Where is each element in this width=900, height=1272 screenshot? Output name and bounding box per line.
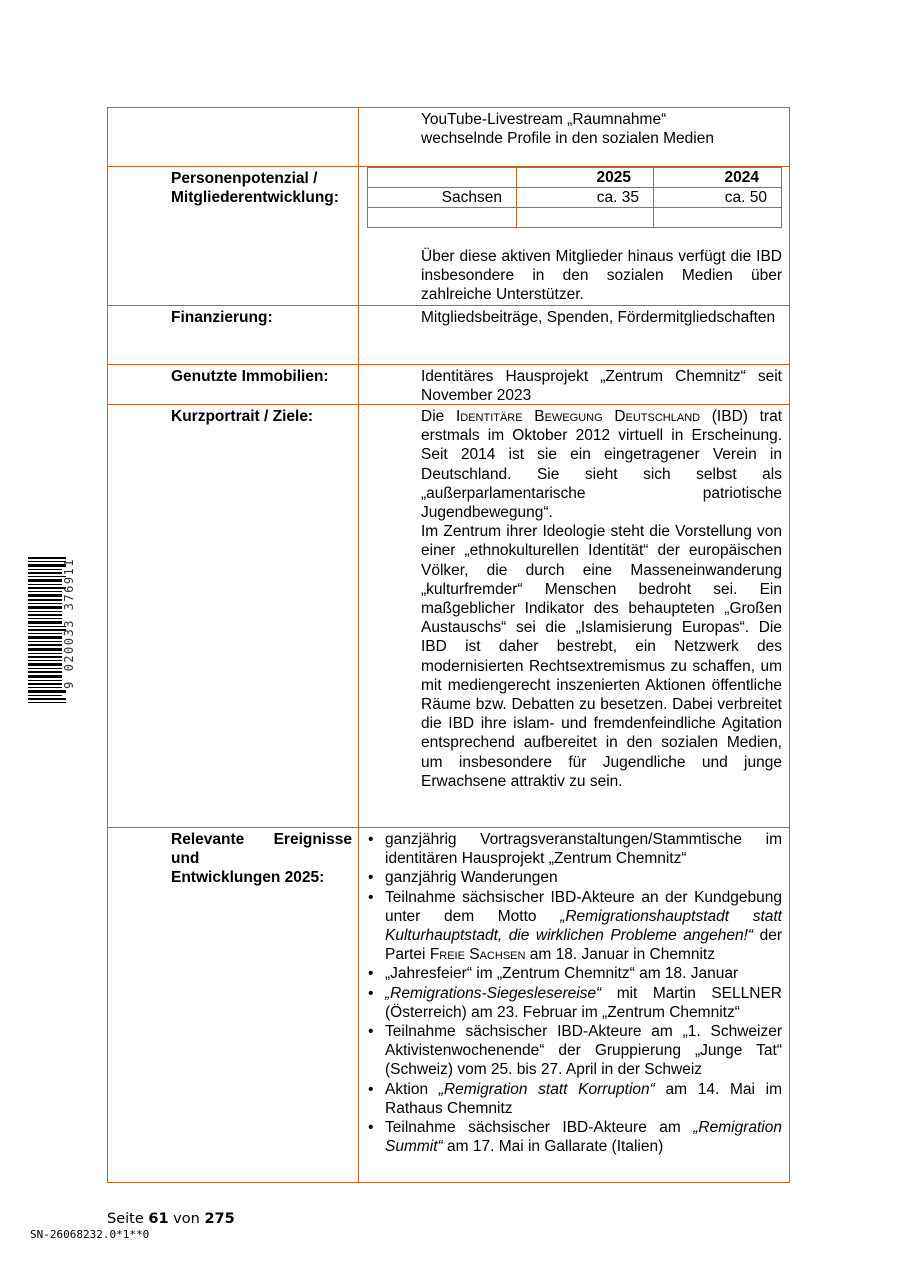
label-line: Relevante Ereignisse und xyxy=(171,831,352,867)
row-content xyxy=(359,405,789,827)
table-row xyxy=(368,208,782,228)
table-header-row xyxy=(368,168,782,188)
table-row xyxy=(108,404,789,827)
text-span: (IBD) trat erstmals im Oktober 2012 virtuell in Erscheinung. Seit 2014 ist sie ein eingetragener Verein in Deutschland. Sie sieht sich selbst als „außerparlamentarische patriotische Jugendbewegung“. xyxy=(421,408,782,522)
header-cell: 2024 xyxy=(654,168,782,188)
table-row xyxy=(368,188,782,208)
bullet-icon: • xyxy=(368,1023,374,1041)
item-text: Teilnahme sächsischer IBD-Akteure am „1. Schweizer Aktivistenwochenende“ der Gruppierung „Junge Tat“ (Schweiz) vom 25. bis 27. April in der Schweiz xyxy=(385,1023,782,1079)
members-table xyxy=(367,167,782,228)
row-label xyxy=(108,828,359,1182)
list-item xyxy=(368,888,782,965)
bullet-icon: • xyxy=(368,888,374,906)
list-item xyxy=(368,1080,782,1118)
row-content xyxy=(359,167,789,305)
paragraph: Über diese aktiven Mitglieder hinaus verfügt die IBD insbesondere in den sozialen Medien über zahlreiche Unterstützer. xyxy=(421,248,782,304)
text-span: Die xyxy=(421,408,456,425)
page-footer xyxy=(107,1211,235,1227)
bullet-icon: • xyxy=(368,831,374,848)
table-cell: ca. 35 xyxy=(517,188,654,208)
info-table xyxy=(107,107,790,1183)
row-content xyxy=(359,828,789,1182)
item-text: Aktion xyxy=(385,1080,439,1098)
bullet-icon: • xyxy=(368,965,374,983)
item-text: am 18. Januar in Chemnitz xyxy=(525,946,715,964)
list-item xyxy=(368,868,782,887)
item-text: am 17. Mai in Gallarate (Italien) xyxy=(442,1138,664,1156)
bullet-icon: • xyxy=(368,1119,374,1137)
row-label: Genutzte Immobilien: xyxy=(108,365,359,404)
page-number: 61 xyxy=(148,1211,169,1227)
paragraph: Identitäres Hausprojekt „Zentrum Chemnitz“ seit November 2023 xyxy=(421,368,782,405)
header-cell xyxy=(368,168,517,188)
header-cell: 2025 xyxy=(517,168,654,188)
text-line: wechselnde Profile in den sozialen Medien xyxy=(421,130,714,148)
item-text: ganzjährig Vortragsveranstaltungen/Stammtische im identitären Hausprojekt „Zentrum Chemnitz“ xyxy=(385,831,782,868)
table-row xyxy=(108,108,789,166)
list-item xyxy=(368,1022,782,1080)
table-cell xyxy=(517,208,654,228)
table-row xyxy=(108,166,789,305)
item-text-italic: „Remigration statt Korruption“ xyxy=(438,1080,655,1098)
table-cell xyxy=(368,208,517,228)
item-text: Teilnahme sächsischer IBD-Akteure am xyxy=(385,1119,694,1137)
row-label xyxy=(108,167,359,305)
item-text: „Jahresfeier“ im „Zentrum Chemnitz“ am 18. Januar xyxy=(385,965,739,983)
paragraph: Mitgliedsbeiträge, Spenden, Fördermitgliedschaften xyxy=(421,309,776,326)
item-text-italic: „Remigrations-Siegeslesereise“ xyxy=(385,984,602,1002)
label-line: Personenpotenzial / xyxy=(171,170,318,187)
table-row xyxy=(108,827,789,1182)
item-text-italic: „Remigrationshauptstadt statt Kulturhauptstadt, die wirklichen Probleme angehen!“ xyxy=(385,907,782,945)
row-content xyxy=(359,306,789,364)
bullet-icon: • xyxy=(368,984,374,1002)
table-cell: ca. 50 xyxy=(654,188,782,208)
row-label: Finanzierung: xyxy=(108,306,359,364)
list-item xyxy=(368,830,782,868)
page-total: 275 xyxy=(204,1211,235,1227)
item-text: mit Martin SELLNER (Österreich) am 23. Februar im „Zentrum Chemnitz“ xyxy=(385,984,782,1021)
table-cell xyxy=(654,208,782,228)
label-line: Mitgliederentwicklung: xyxy=(171,189,339,206)
text-line: YouTube-Livestream „Raumnahme“ xyxy=(421,111,667,128)
bullet-icon: • xyxy=(368,869,374,887)
item-text: Teilnahme sächsischer IBD-Akteure an der Kundgebung unter dem Motto xyxy=(385,888,782,925)
paragraph xyxy=(421,407,782,522)
row-content xyxy=(359,108,789,166)
item-text: ganzjährig Wanderungen xyxy=(385,869,558,887)
label-line: Entwicklungen 2025: xyxy=(171,869,325,886)
item-text-italic: „Remigration Summit“ xyxy=(385,1119,782,1156)
table-cell: Sachsen xyxy=(368,188,517,208)
row-label: Kurzportrait / Ziele: xyxy=(108,405,359,827)
table-row xyxy=(108,364,789,404)
footer-text: von xyxy=(168,1211,205,1227)
item-text: der Partei xyxy=(385,927,782,964)
bullet-icon: • xyxy=(368,1080,374,1098)
document-code: SN-26068232.0*1**0 xyxy=(30,1228,150,1241)
list-item xyxy=(368,964,782,983)
events-list xyxy=(368,830,782,1156)
row-label-empty xyxy=(108,108,359,166)
footer-text: Seite xyxy=(107,1211,149,1227)
item-text: am 14. Mai im Rathaus Chemnitz xyxy=(385,1080,782,1117)
row-content xyxy=(359,365,789,404)
list-item xyxy=(368,1118,782,1156)
org-name: Identitäre Bewegung Deutschland xyxy=(455,408,701,425)
table-row xyxy=(108,305,789,364)
org-name: Freie Sachsen xyxy=(429,946,526,964)
paragraph: Im Zentrum ihrer Ideologie steht die Vorstellung von einer „ethnokulturellen Identität“ der europäischen Völker, die durch eine Masseneinwanderung „kulturfremder“ Menschen bedroht sei. Ein maßgeblicher Indikator des behaupteten „Großen Austauschs“ sei die „Islamisierung Europas“. Die IBD ist daher bestrebt, ein Netzwerk des modernisierten Rechtsextremismus zu schaffen, um mit mediengerecht inszenierten Aktionen öffentliche Räume bzw. Debatten zu besetzen. Dabei verbreitet die IBD ihre islam- und fremdenfeindliche Agitation entsprechend aufbereitet in den sozialen Medien, um insbesondere für Jugendliche und junge Erwachsene attraktiv zu sein. xyxy=(421,523,782,790)
barcode-number: 9 020033 376911 xyxy=(62,558,76,689)
list-item xyxy=(368,984,782,1022)
